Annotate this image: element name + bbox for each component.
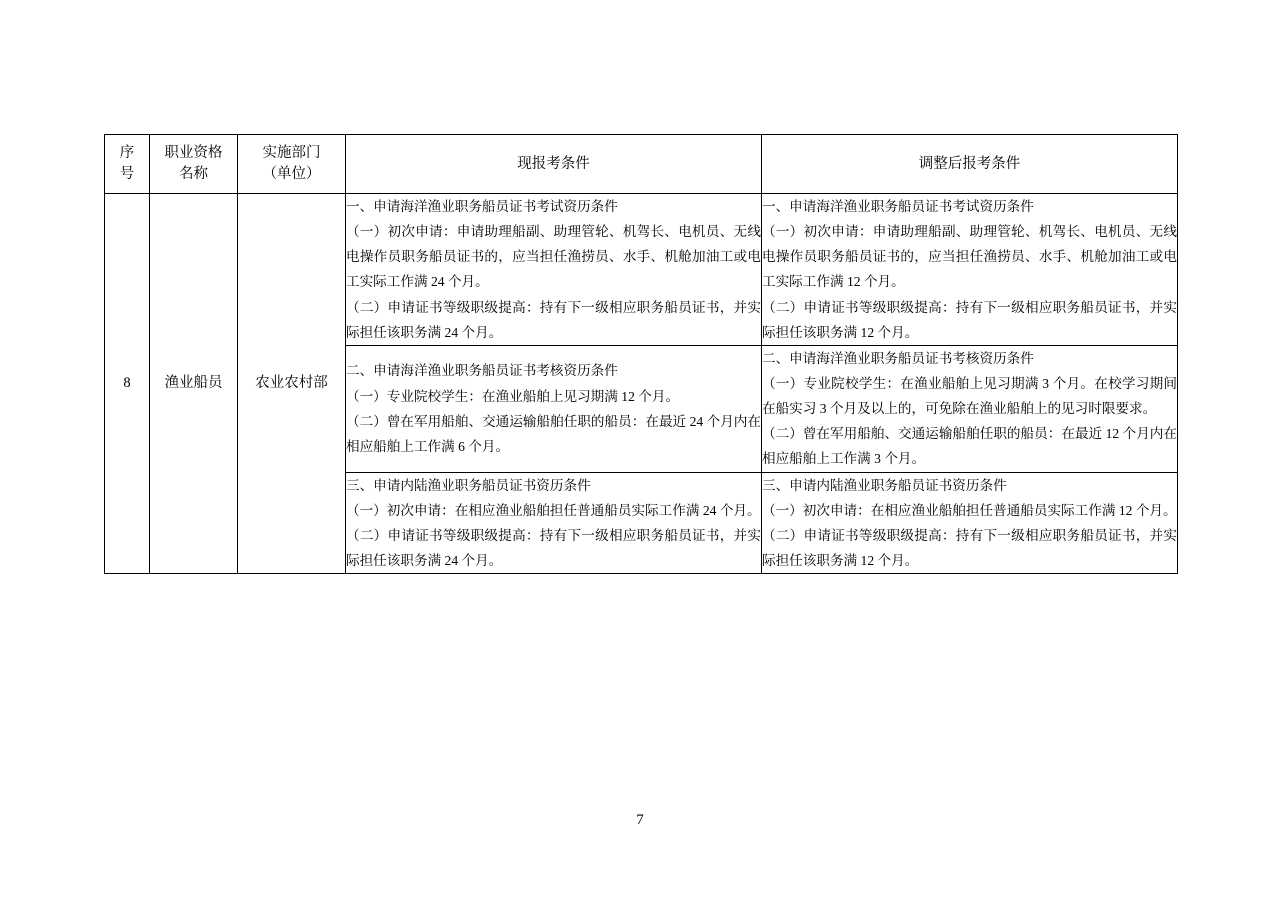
header-sequence-line1: 序 [119,145,135,161]
cell-current-group-3 [346,472,762,574]
header-cell-adjusted-conditions: 调整后报考条件 [762,135,1178,194]
header-sequence-line2: 号 [119,166,135,183]
adjusted-g3-line3: （二）申请证书等级职级提高：持有下一级相应职务船员证书，并实际担任该职务满 12 个月。 [762,527,1177,568]
current-g2-line3: （二）曾在军用船舶、交通运输船舶任职的船员：在最近 24 个月内在相应船舶上工作满 6 个月。 [346,413,761,454]
qualification-comparison-table [104,134,1178,574]
header-cell-current-conditions: 现报考条件 [346,135,762,194]
current-g1-line1: 一、申请海洋渔业职务船员证书考试资历条件 [346,199,618,215]
header-cell-sequence [105,135,150,194]
adjusted-g1-line1: 一、申请海洋渔业职务船员证书考试资历条件 [762,199,1034,215]
header-name-line1: 职业资格 [164,145,223,161]
table-header-row [105,135,1178,194]
adjusted-g3-line2: （一）初次申请：在相应渔业船舶担任普通船员实际工作满 12 个月。 [762,502,1177,518]
current-g1-line2: （一）初次申请：申请助理船副、助理管轮、机驾长、电机员、无线电操作员职务船员证书的，应当担任渔捞员、水手、机舱加油工或电工实际工作满 24 个月。 [346,224,761,290]
adjusted-g2-line2: （一）专业院校学生：在渔业船舶上见习期满 3 个月。在校学习期间在船实习 3 个月及以上的，可免除在渔业船舶上的见习时限要求。 [762,376,1177,417]
cell-current-group-2 [346,345,762,472]
adjusted-g1-line3: （二）申请证书等级职级提高：持有下一级相应职务船员证书，并实际担任该职务满 12 个月。 [762,299,1177,340]
current-g3-line2: （一）初次申请：在相应渔业船舶担任普通船员实际工作满 24 个月。 [346,502,761,518]
cell-current-group-1 [346,194,762,346]
header-dept-line1: 实施部门 [262,145,321,161]
adjusted-g3-line1: 三、申请内陆渔业职务船员证书资历条件 [762,477,1007,493]
table-row [105,194,1178,346]
cell-adjusted-group-3 [762,472,1178,574]
header-cell-qualification-name [150,135,238,194]
adjusted-g2-line3: （二）曾在军用船舶、交通运输船舶任职的船员：在最近 12 个月内在相应船舶上工作满 3 个月。 [762,426,1177,467]
cell-qualification-name: 渔业船员 [150,194,238,574]
header-name-line2: 名称 [179,166,208,183]
current-g3-line1: 三、申请内陆渔业职务船员证书资历条件 [346,477,591,493]
cell-sequence-number: 8 [105,194,150,574]
cell-adjusted-group-1 [762,194,1178,346]
current-g2-line2: （一）专业院校学生：在渔业船舶上见习期满 12 个月。 [346,388,680,404]
adjusted-g2-line1: 二、申请海洋渔业职务船员证书考核资历条件 [762,350,1034,366]
header-dept-line2: （单位） [262,166,321,183]
cell-adjusted-group-2 [762,345,1178,472]
current-g1-line3: （二）申请证书等级职级提高：持有下一级相应职务船员证书，并实际担任该职务满 24 个月。 [346,299,761,340]
page-number: 7 [636,812,644,828]
current-g3-line3: （二）申请证书等级职级提高：持有下一级相应职务船员证书，并实际担任该职务满 24 个月。 [346,527,761,568]
current-g2-line1: 二、申请海洋渔业职务船员证书考核资历条件 [346,363,618,379]
header-cell-department [238,135,346,194]
adjusted-g1-line2: （一）初次申请：申请助理船副、助理管轮、机驾长、电机员、无线电操作员职务船员证书的，应当担任渔捞员、水手、机舱加油工或电工实际工作满 12 个月。 [762,224,1177,290]
cell-department: 农业农村部 [238,194,346,574]
